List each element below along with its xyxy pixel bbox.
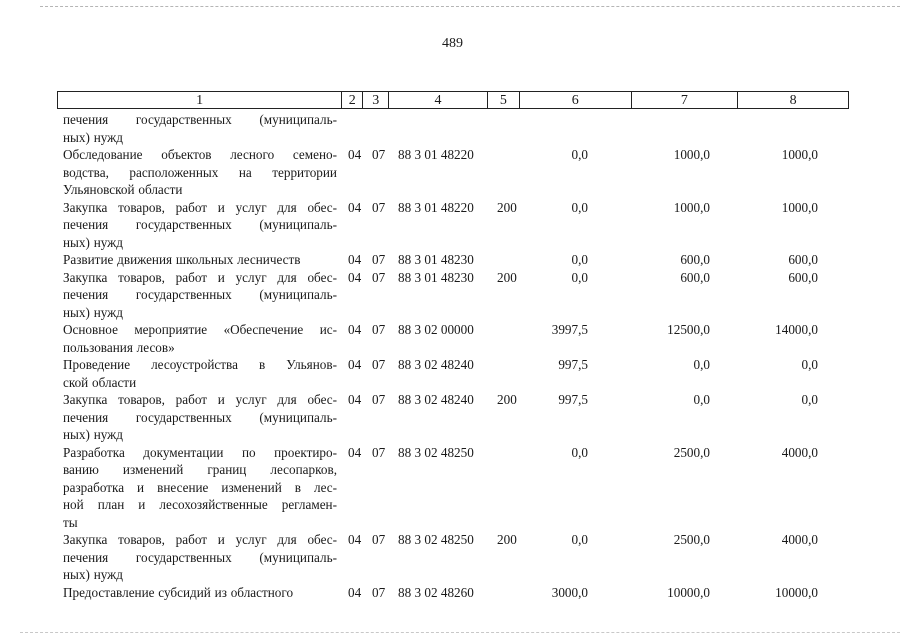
description-line: печения государственных (муниципаль- — [63, 112, 337, 127]
cell-description — [63, 199, 337, 252]
description-line: ты — [63, 514, 78, 530]
cell-section: 04 — [348, 532, 362, 547]
cell-section: 04 — [348, 392, 362, 407]
cell-amount-col6: 997,5 — [558, 357, 588, 372]
cell-amount-col7: 12500,0 — [667, 322, 710, 337]
cell-amount-col8: 600,0 — [788, 269, 818, 285]
cell-subsection: 07 — [372, 322, 386, 337]
cell-amount-col8: 0,0 — [801, 357, 818, 372]
description-line: Закупка товаров, работ и услуг для обес- — [63, 392, 337, 407]
description-line: Предоставление субсидий из областного — [63, 584, 294, 600]
description-line: ных) нужд — [63, 567, 123, 582]
table-row — [0, 391, 905, 444]
description-line: ных) нужд — [63, 129, 123, 145]
cell-amount-col7: 10000,0 — [667, 584, 710, 600]
cell-section: 04 — [348, 584, 362, 600]
cell-amount-col7: 2500,0 — [673, 444, 710, 460]
cell-expense-type: 200 — [497, 532, 517, 547]
cell-target-article: 88 3 02 00000 — [398, 322, 474, 337]
cell-subsection: 07 — [372, 392, 386, 407]
cell-subsection: 07 — [372, 147, 386, 162]
header-col-6: 6 — [520, 92, 632, 108]
cell-amount-col7: 600,0 — [680, 269, 710, 285]
table-header — [57, 91, 849, 109]
scan-artifact-bottom — [20, 632, 900, 633]
header-col-7: 7 — [632, 92, 739, 108]
description-line: Обследование объектов лесного семено- — [63, 147, 337, 162]
cell-amount-col6: 0,0 — [571, 147, 588, 162]
cell-section: 04 — [348, 357, 362, 372]
cell-subsection: 07 — [372, 444, 386, 460]
description-line: Закупка товаров, работ и услуг для обес- — [63, 532, 337, 547]
cell-expense-type: 200 — [497, 269, 517, 285]
cell-description — [63, 321, 337, 356]
cell-amount-col6: 3997,5 — [551, 322, 588, 337]
cell-amount-col6: 3000,0 — [551, 584, 588, 600]
cell-target-article: 88 3 02 48240 — [398, 357, 474, 372]
header-col-4: 4 — [389, 92, 488, 108]
cell-subsection: 07 — [372, 584, 386, 600]
cell-target-article: 88 3 02 48250 — [398, 444, 474, 460]
description-line: разработка и внесение изменений в лес- — [63, 479, 337, 495]
cell-amount-col8: 14000,0 — [775, 322, 818, 337]
cell-amount-col7: 2500,0 — [673, 532, 710, 547]
description-line: Ульяновской области — [63, 182, 183, 197]
header-col-2: 2 — [342, 92, 363, 108]
cell-description — [63, 251, 337, 269]
cell-amount-col7: 1000,0 — [673, 199, 710, 215]
cell-amount-col8: 10000,0 — [775, 584, 818, 600]
cell-description — [63, 584, 337, 602]
cell-subsection: 07 — [372, 199, 386, 215]
cell-target-article: 88 3 01 48230 — [398, 252, 474, 267]
table-row — [0, 199, 905, 252]
cell-amount-col7: 600,0 — [680, 252, 710, 267]
cell-target-article: 88 3 02 48260 — [398, 584, 474, 600]
description-line: ных) нужд — [63, 427, 123, 442]
cell-description — [63, 146, 337, 199]
description-line: печения государственных (муниципаль- — [63, 217, 337, 232]
cell-description — [63, 356, 337, 391]
description-line: ной план и лесохозяйственные регламен- — [63, 497, 337, 512]
cell-amount-col8: 4000,0 — [781, 532, 818, 547]
cell-amount-col8: 4000,0 — [781, 444, 818, 460]
cell-subsection: 07 — [372, 252, 386, 267]
cell-target-article: 88 3 01 48220 — [398, 199, 474, 215]
table-row — [0, 356, 905, 391]
table-row — [0, 584, 905, 602]
cell-amount-col6: 0,0 — [571, 252, 588, 267]
cell-expense-type: 200 — [497, 392, 517, 407]
cell-amount-col7: 1000,0 — [673, 147, 710, 162]
description-line: Закупка товаров, работ и услуг для обес- — [63, 269, 337, 285]
description-line: Разработка документации по проектиро- — [63, 444, 337, 460]
header-col-1: 1 — [58, 92, 342, 108]
description-line: Закупка товаров, работ и услуг для обес- — [63, 199, 337, 215]
header-col-8: 8 — [789, 93, 797, 108]
description-line: печения государственных (муниципаль- — [63, 549, 337, 565]
table-row — [0, 444, 905, 532]
description-line: печения государственных (муниципаль- — [63, 409, 337, 425]
cell-description — [63, 391, 337, 444]
cell-subsection: 07 — [372, 357, 386, 372]
cell-section: 04 — [348, 252, 362, 267]
cell-amount-col6: 0,0 — [571, 532, 588, 547]
cell-target-article: 88 3 01 48220 — [398, 147, 474, 162]
cell-subsection: 07 — [372, 269, 386, 285]
cell-section: 04 — [348, 199, 362, 215]
cell-amount-col7: 0,0 — [693, 392, 710, 407]
description-line: ской области — [63, 374, 137, 390]
description-line: Основное мероприятие «Обеспечение ис- — [63, 322, 337, 337]
cell-amount-col8: 1000,0 — [781, 147, 818, 162]
cell-amount-col8: 1000,0 — [781, 199, 818, 215]
cell-expense-type: 200 — [497, 199, 517, 215]
description-line: печения государственных (муниципаль- — [63, 287, 337, 302]
scan-artifact-top — [40, 6, 900, 7]
cell-target-article: 88 3 02 48240 — [398, 392, 474, 407]
table-body — [0, 111, 905, 601]
description-line: водства, расположенных на территории — [63, 164, 337, 180]
description-line: ных) нужд — [63, 234, 123, 250]
cell-amount-col6: 0,0 — [571, 444, 588, 460]
cell-description — [63, 531, 337, 584]
header-col-5: 5 — [488, 92, 520, 108]
cell-subsection: 07 — [372, 532, 386, 547]
cell-amount-col6: 0,0 — [571, 269, 588, 285]
page-number: 489 — [442, 36, 463, 51]
cell-amount-col6: 997,5 — [558, 392, 588, 407]
header-col-3: 3 — [363, 92, 389, 108]
cell-amount-col6: 0,0 — [571, 199, 588, 215]
cell-description — [63, 269, 337, 322]
cell-section: 04 — [348, 147, 362, 162]
cell-section: 04 — [348, 322, 362, 337]
table-row — [0, 269, 905, 322]
cell-section: 04 — [348, 444, 362, 460]
cell-section: 04 — [348, 269, 362, 285]
cell-amount-col8: 600,0 — [788, 252, 818, 267]
cell-description — [63, 444, 337, 532]
table-row — [0, 146, 905, 199]
table-row — [0, 251, 905, 269]
cell-target-article: 88 3 01 48230 — [398, 269, 474, 285]
cell-target-article: 88 3 02 48250 — [398, 532, 474, 547]
description-line: ных) нужд — [63, 304, 123, 320]
cell-amount-col7: 0,0 — [693, 357, 710, 372]
cell-description — [63, 111, 337, 146]
description-line: пользования лесов» — [63, 339, 175, 355]
table-row — [0, 531, 905, 584]
table-row — [0, 321, 905, 356]
description-line: Проведение лесоустройства в Ульянов- — [63, 357, 337, 372]
description-line: Развитие движения школьных лесничеств — [63, 252, 301, 267]
table-row — [0, 111, 905, 146]
description-line: ванию изменений границ лесопарков, — [63, 462, 337, 477]
cell-amount-col8: 0,0 — [801, 392, 818, 407]
